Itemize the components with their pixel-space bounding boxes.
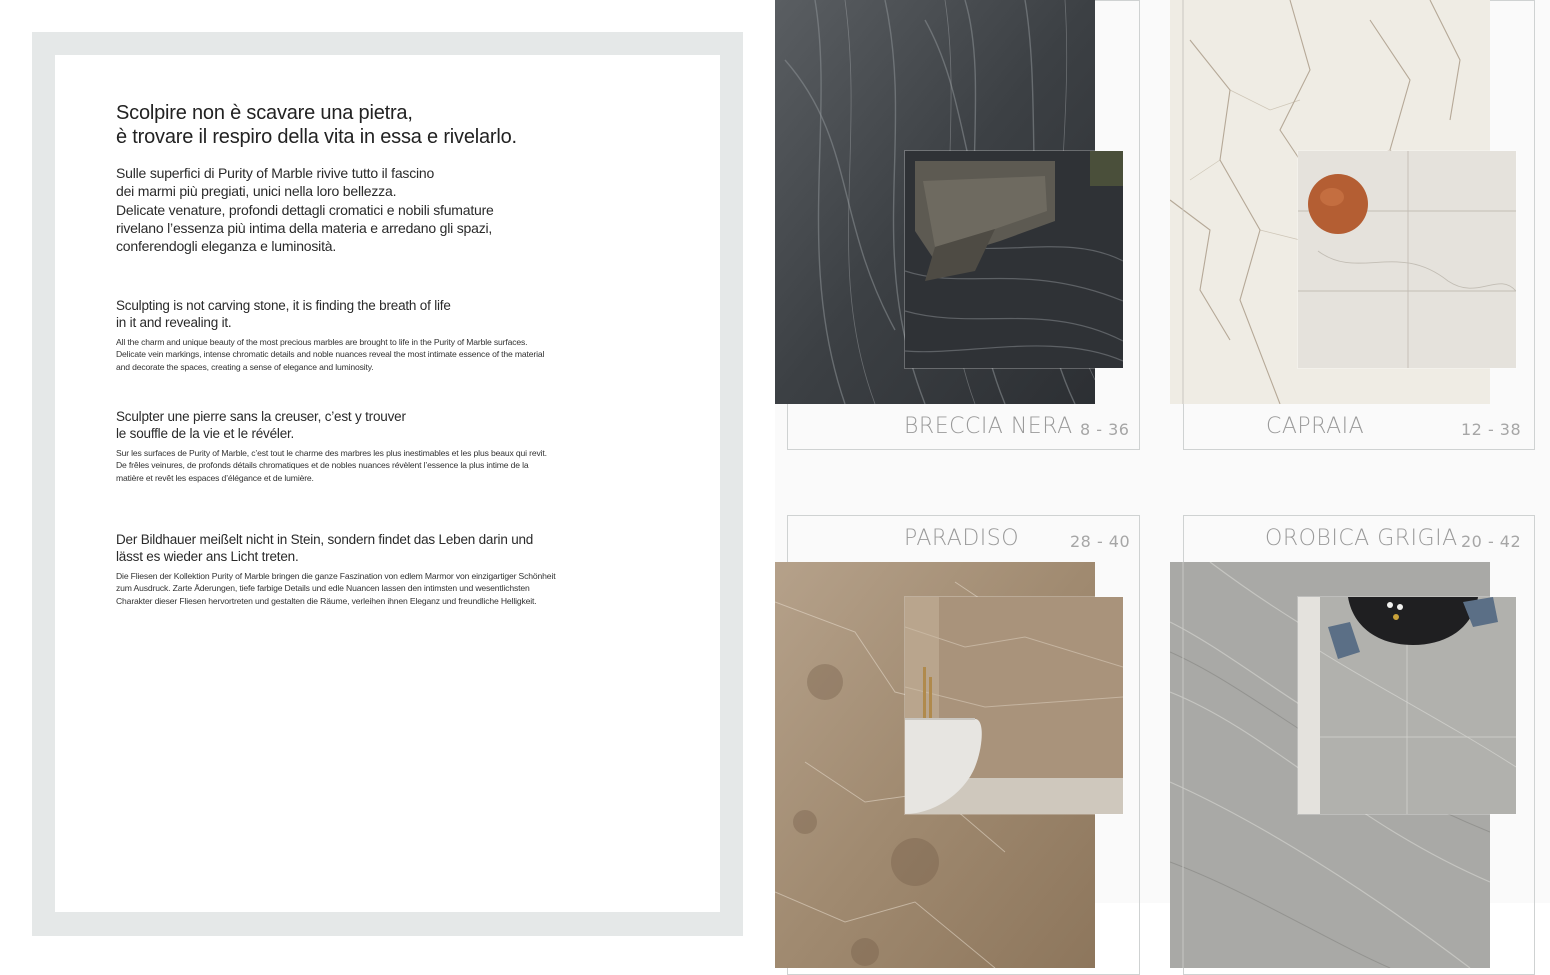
intro-german [116, 531, 556, 607]
product-name: OROBICA GRIGIA [1265, 526, 1458, 551]
product-card-breccia-nera[interactable] [775, 0, 1145, 452]
product-card-paradiso[interactable] [775, 515, 1145, 968]
intro-body: Sulle superfici di Purity of Marble rivive tutto il fascino dei marmi più pregiati, unici nella loro bellezza. Delicate venature, profondi dettagli cromatici e nobili sfumature rivelano l’essenza più intima della materia e arredano gli spazi, conferendogli eleganza e luminosità. [116, 165, 494, 255]
product-name: BRECCIA NERA [904, 414, 1073, 439]
room-photo-breccia-nera [905, 151, 1123, 368]
french-body: Sur les surfaces de Purity of Marble, c’est tout le charme des marbres les plus inestimables et les plus beaux qui revit. De frêles veinures, de profonds détails chromatiques et de nobles nuances révèlent l’essence la plus intime de la matière et revêt les espaces d’élégance et de lumière. [116, 448, 547, 483]
product-pages: 12 - 38 [1461, 420, 1522, 439]
product-card-capraia[interactable] [1170, 0, 1540, 452]
product-pages: 28 - 40 [1070, 532, 1131, 551]
german-heading: Der Bildhauer meißelt nicht in Stein, sondern findet das Leben darin und lässt es wieder ans Licht treten. [116, 532, 534, 564]
product-card-orobica-grigia[interactable] [1170, 515, 1540, 968]
french-heading: Sculpter une pierre sans la creuser, c’est y trouver le souffle de la vie et le révéler. [116, 409, 406, 441]
intro-heading: Scolpire non è scavare una pietra, è trovare il respiro della vita in essa e rivelarlo. [116, 102, 517, 148]
intro-french [116, 408, 556, 484]
intro-page [55, 55, 720, 912]
dining-photo-orobica-grigia [1298, 597, 1516, 814]
intro-english [116, 297, 556, 373]
product-catalog-page [775, 0, 1550, 968]
english-heading: Sculpting is not carving stone, it is finding the breath of life in it and revealing it. [116, 298, 451, 330]
english-body: All the charm and unique beauty of the most precious marbles are brought to life in the Purity of Marble surfaces. Delicate vein markings, intense chromatic details and noble nuances reveal the most intimate essence of the material and decorate the spaces, creating a sense of elegance and luminosity. [116, 337, 545, 372]
product-name: PARADISO [904, 526, 1020, 551]
intro-italian [116, 101, 556, 255]
product-pages: 8 - 36 [1080, 420, 1130, 439]
german-body: Die Fliesen der Kollektion Purity of Marble bringen die ganze Faszination von edlem Marmor von einzigartiger Schönheit zum Ausdruck. Zarte Äderungen, tiefe farbige Details und edle Nuancen lassen den intimsten und wesentlichsten Charakter dieser Fliesen hervortreten und gestalten die Räume, verleihen ihnen Eleganz und freundliche Helligkeit. [116, 571, 556, 606]
room-photo-capraia [1298, 151, 1516, 368]
intro-page-frame [32, 32, 743, 936]
product-pages: 20 - 42 [1461, 532, 1522, 551]
bathroom-photo-paradiso [905, 597, 1123, 814]
product-name: CAPRAIA [1266, 414, 1365, 439]
